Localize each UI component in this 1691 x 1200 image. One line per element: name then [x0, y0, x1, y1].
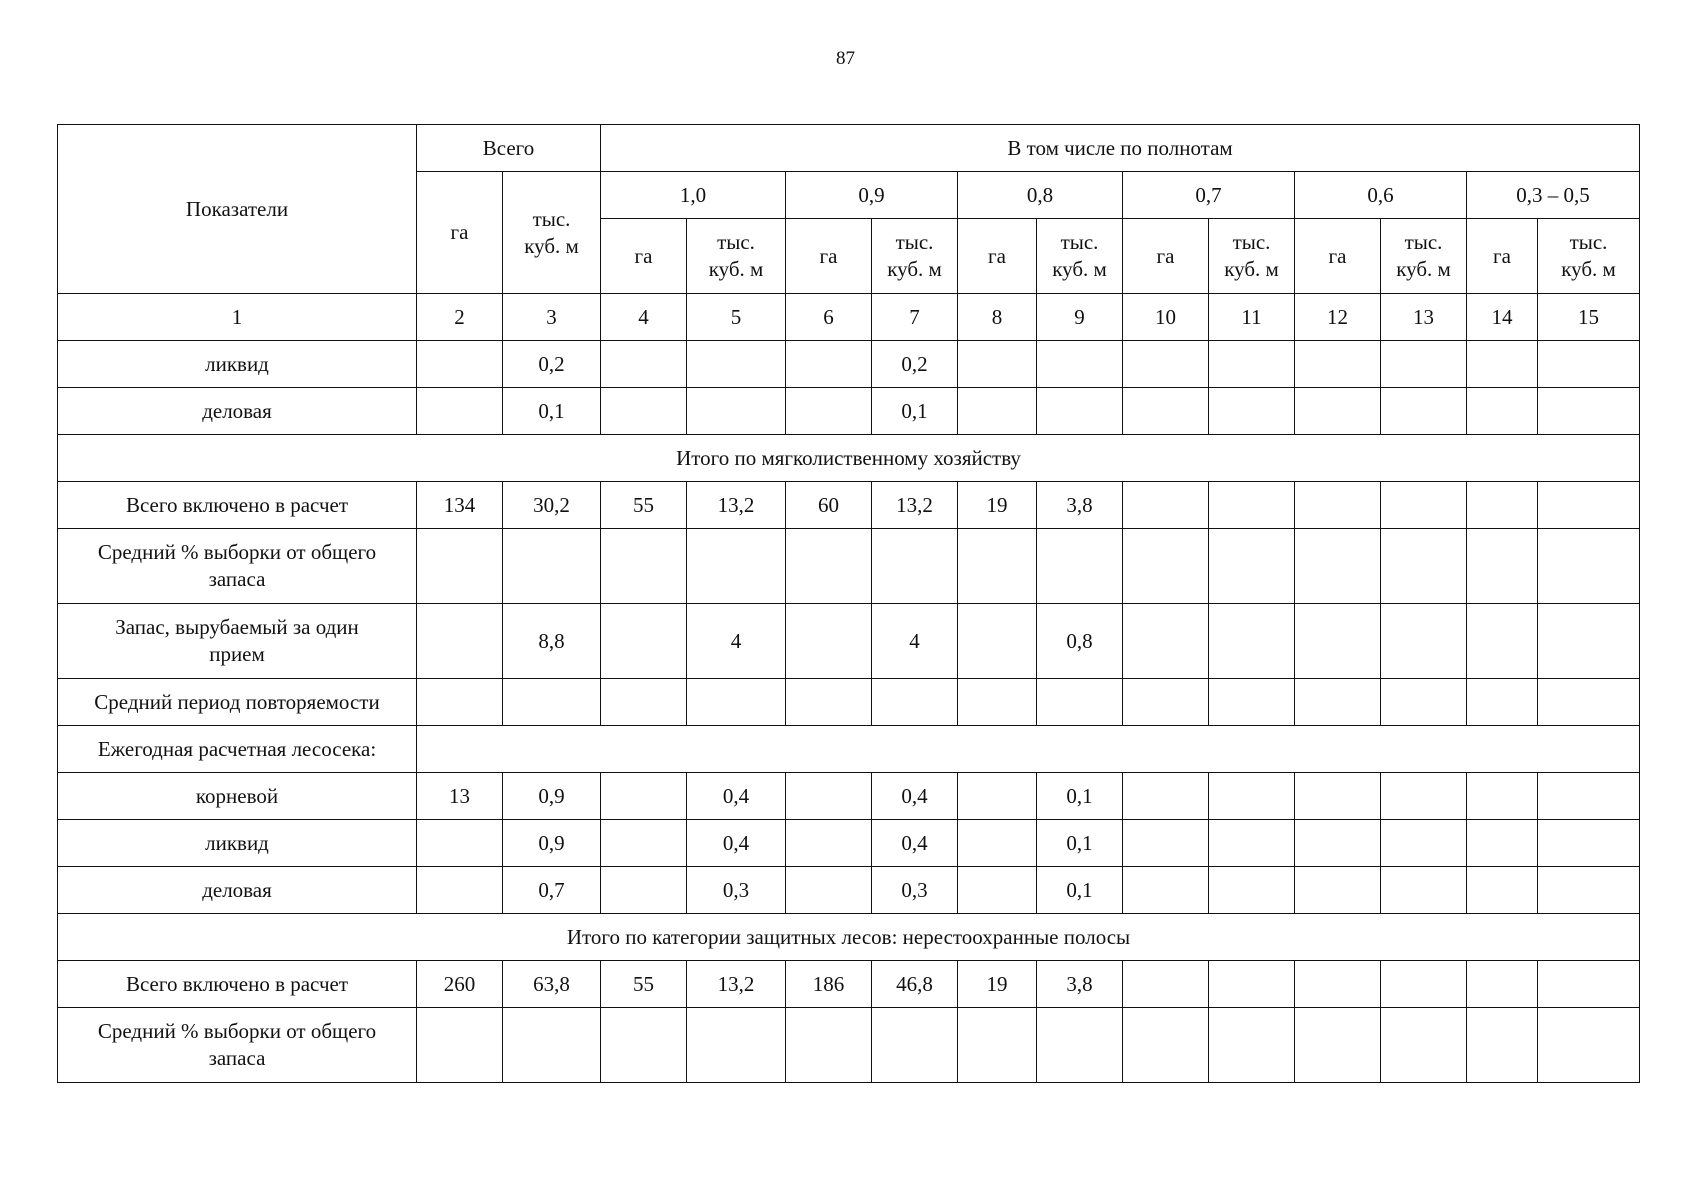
value-cell: [1123, 482, 1209, 529]
value-cell: [417, 820, 503, 867]
cell-line: тыс.: [1404, 230, 1443, 254]
value-cell: [1538, 341, 1640, 388]
value-cell: [1538, 961, 1640, 1008]
row-label: [58, 604, 417, 679]
cell-line: тыс.: [895, 230, 934, 254]
value-cell: [503, 1008, 601, 1083]
row-label: Всего включено в расчет: [58, 482, 417, 529]
value-cell: [1123, 679, 1209, 726]
value-cell: [1467, 773, 1538, 820]
cell-line: куб. м: [1561, 257, 1616, 281]
value-cell: 0,1: [503, 388, 601, 435]
value-cell: [872, 1008, 958, 1083]
value-cell: [601, 773, 687, 820]
value-cell: [1381, 341, 1467, 388]
value-cell: [1123, 961, 1209, 1008]
table-row: [58, 388, 1640, 435]
value-cell: 0,8: [1037, 604, 1123, 679]
value-cell: [958, 529, 1037, 604]
value-cell: [1209, 388, 1295, 435]
value-cell: [1209, 482, 1295, 529]
header-unit-volume: [1381, 219, 1467, 294]
value-cell: [417, 679, 503, 726]
value-cell: [1538, 529, 1640, 604]
value-cell: 0,2: [503, 341, 601, 388]
value-cell: 0,4: [687, 773, 786, 820]
value-cell: 55: [601, 482, 687, 529]
column-number: 15: [1538, 294, 1640, 341]
value-cell: [786, 679, 872, 726]
column-number: 2: [417, 294, 503, 341]
value-cell: 4: [687, 604, 786, 679]
value-cell: [1538, 482, 1640, 529]
value-cell: [1037, 1008, 1123, 1083]
row-label: Всего включено в расчет: [58, 961, 417, 1008]
column-numbers-row: [58, 294, 1640, 341]
row-label: Ежегодная расчетная лесосека:: [58, 726, 417, 773]
value-cell: [1381, 961, 1467, 1008]
value-cell: [786, 341, 872, 388]
header-unit-volume: [687, 219, 786, 294]
table-row: [58, 867, 1640, 914]
value-cell: [1381, 388, 1467, 435]
table-row: [58, 604, 1640, 679]
value-cell: 19: [958, 482, 1037, 529]
value-cell: [1295, 482, 1381, 529]
value-cell: 134: [417, 482, 503, 529]
value-cell: [417, 1008, 503, 1083]
value-cell: [1538, 1008, 1640, 1083]
value-cell: 186: [786, 961, 872, 1008]
value-cell: [1123, 820, 1209, 867]
header-density: 0,3 – 0,5: [1467, 172, 1640, 219]
value-cell: [1381, 820, 1467, 867]
value-cell: [601, 604, 687, 679]
value-cell: [417, 529, 503, 604]
cell-line: тыс.: [532, 206, 571, 231]
column-number: 7: [872, 294, 958, 341]
value-cell: [1295, 867, 1381, 914]
value-cell: 0,3: [872, 867, 958, 914]
value-cell: [417, 867, 503, 914]
column-number: 14: [1467, 294, 1538, 341]
header-density: 0,8: [958, 172, 1123, 219]
value-cell: [1295, 961, 1381, 1008]
header-unit-volume: [1037, 219, 1123, 294]
header-density: 0,7: [1123, 172, 1295, 219]
value-cell: [1381, 679, 1467, 726]
column-number: 10: [1123, 294, 1209, 341]
column-number: 12: [1295, 294, 1381, 341]
empty-span-cell: [417, 726, 1640, 773]
value-cell: [1538, 604, 1640, 679]
value-cell: [1381, 482, 1467, 529]
value-cell: 0,4: [872, 820, 958, 867]
cell-line: Средний % выборки от общего: [97, 540, 377, 564]
header-density: 0,6: [1295, 172, 1467, 219]
value-cell: [1467, 867, 1538, 914]
cell-line: куб. м: [1396, 257, 1451, 281]
value-cell: [1123, 773, 1209, 820]
value-cell: [601, 341, 687, 388]
value-cell: 13: [417, 773, 503, 820]
value-cell: [786, 867, 872, 914]
value-cell: [1381, 867, 1467, 914]
header-unit-ha: га: [1467, 219, 1538, 294]
value-cell: [601, 1008, 687, 1083]
table-row: [58, 820, 1640, 867]
value-cell: [687, 341, 786, 388]
value-cell: 13,2: [872, 482, 958, 529]
value-cell: [503, 679, 601, 726]
value-cell: [1381, 604, 1467, 679]
value-cell: [601, 388, 687, 435]
value-cell: [1037, 388, 1123, 435]
header-density: 0,9: [786, 172, 958, 219]
page-number: 87: [836, 48, 855, 69]
value-cell: [1123, 1008, 1209, 1083]
cell-line: запаса: [208, 1046, 266, 1070]
value-cell: [1295, 679, 1381, 726]
column-number: 1: [58, 294, 417, 341]
header-row-1: [58, 125, 1640, 172]
column-number: 13: [1381, 294, 1467, 341]
value-cell: 0,4: [872, 773, 958, 820]
value-cell: [958, 820, 1037, 867]
value-cell: 60: [786, 482, 872, 529]
value-cell: 46,8: [872, 961, 958, 1008]
value-cell: [1381, 773, 1467, 820]
value-cell: [687, 1008, 786, 1083]
allowable-cut-table: [57, 124, 1640, 1083]
value-cell: [1295, 820, 1381, 867]
value-cell: [1123, 341, 1209, 388]
value-cell: 8,8: [503, 604, 601, 679]
value-cell: [1295, 604, 1381, 679]
value-cell: [958, 679, 1037, 726]
value-cell: [601, 679, 687, 726]
value-cell: 0,9: [503, 820, 601, 867]
value-cell: 13,2: [687, 482, 786, 529]
column-number: 5: [687, 294, 786, 341]
value-cell: 30,2: [503, 482, 601, 529]
row-label: [58, 529, 417, 604]
value-cell: 0,1: [1037, 867, 1123, 914]
value-cell: 63,8: [503, 961, 601, 1008]
value-cell: [1123, 867, 1209, 914]
value-cell: [687, 679, 786, 726]
header-unit-ha: га: [786, 219, 872, 294]
table-row: [58, 529, 1640, 604]
value-cell: [601, 820, 687, 867]
cell-line: тыс.: [1569, 230, 1608, 254]
header-unit-volume: [872, 219, 958, 294]
value-cell: [687, 529, 786, 604]
header-unit-volume: [1538, 219, 1640, 294]
value-cell: [786, 1008, 872, 1083]
row-label: корневой: [58, 773, 417, 820]
value-cell: 19: [958, 961, 1037, 1008]
value-cell: [1295, 1008, 1381, 1083]
value-cell: [872, 529, 958, 604]
section-title-row: [58, 914, 1640, 961]
value-cell: [958, 604, 1037, 679]
value-cell: [1538, 679, 1640, 726]
value-cell: [786, 773, 872, 820]
value-cell: 0,1: [872, 388, 958, 435]
header-indicators: Показатели: [58, 125, 417, 294]
section-title: Итого по мягколиственному хозяйству: [58, 435, 1640, 482]
section-title-row: [58, 435, 1640, 482]
header-total: Всего: [417, 125, 601, 172]
value-cell: [1467, 388, 1538, 435]
row-label: ликвид: [58, 820, 417, 867]
value-cell: [1295, 529, 1381, 604]
cell-line: тыс.: [717, 230, 755, 254]
value-cell: [1381, 1008, 1467, 1083]
value-cell: [1037, 529, 1123, 604]
value-cell: 0,2: [872, 341, 958, 388]
cell-line: куб. м: [708, 257, 764, 281]
value-cell: [1209, 820, 1295, 867]
value-cell: [958, 773, 1037, 820]
value-cell: 0,1: [1037, 820, 1123, 867]
column-number: 6: [786, 294, 872, 341]
value-cell: [1538, 867, 1640, 914]
value-cell: [1538, 820, 1640, 867]
cell-line: тыс.: [1060, 230, 1099, 254]
column-number: 9: [1037, 294, 1123, 341]
value-cell: [1209, 604, 1295, 679]
value-cell: 0,1: [1037, 773, 1123, 820]
value-cell: 13,2: [687, 961, 786, 1008]
column-number: 11: [1209, 294, 1295, 341]
value-cell: 0,4: [687, 820, 786, 867]
header-density: 1,0: [601, 172, 786, 219]
header-unit-ha: га: [958, 219, 1037, 294]
cell-line: прием: [209, 642, 265, 666]
value-cell: 3,8: [1037, 482, 1123, 529]
value-cell: [872, 679, 958, 726]
value-cell: [1209, 341, 1295, 388]
value-cell: [1467, 482, 1538, 529]
value-cell: [786, 388, 872, 435]
value-cell: [1467, 961, 1538, 1008]
header-unit-volume: [1209, 219, 1295, 294]
value-cell: [1538, 388, 1640, 435]
value-cell: [1037, 679, 1123, 726]
value-cell: [1209, 773, 1295, 820]
value-cell: [417, 388, 503, 435]
table-row: [58, 961, 1640, 1008]
cell-line: куб. м: [1224, 257, 1279, 281]
table-row: [58, 1008, 1640, 1083]
value-cell: 4: [872, 604, 958, 679]
value-cell: [601, 529, 687, 604]
annual-header-row: [58, 726, 1640, 773]
value-cell: [417, 341, 503, 388]
value-cell: [1467, 1008, 1538, 1083]
value-cell: [786, 529, 872, 604]
value-cell: [1123, 604, 1209, 679]
cell-line: тыс.: [1232, 230, 1271, 254]
value-cell: 3,8: [1037, 961, 1123, 1008]
value-cell: [687, 388, 786, 435]
cell-line: запаса: [208, 567, 266, 591]
value-cell: [1467, 604, 1538, 679]
header-unit-ha: га: [1123, 219, 1209, 294]
row-label: Средний период повторяемости: [58, 679, 417, 726]
value-cell: 55: [601, 961, 687, 1008]
header-unit-ha: га: [1295, 219, 1381, 294]
value-cell: [1467, 529, 1538, 604]
value-cell: [958, 341, 1037, 388]
row-label: ликвид: [58, 341, 417, 388]
value-cell: [958, 867, 1037, 914]
cell-line: куб. м: [524, 233, 579, 258]
value-cell: [1209, 529, 1295, 604]
value-cell: 0,9: [503, 773, 601, 820]
value-cell: 0,7: [503, 867, 601, 914]
column-number: 8: [958, 294, 1037, 341]
value-cell: [1295, 341, 1381, 388]
cell-line: Средний % выборки от общего: [97, 1019, 377, 1043]
cell-line: Запас, вырубаемый за один: [115, 615, 359, 639]
table-row: [58, 773, 1640, 820]
value-cell: [958, 388, 1037, 435]
value-cell: [1538, 773, 1640, 820]
cell-line: куб. м: [1052, 257, 1107, 281]
value-cell: [1209, 867, 1295, 914]
value-cell: [1467, 679, 1538, 726]
value-cell: 260: [417, 961, 503, 1008]
table-row: [58, 482, 1640, 529]
row-label: деловая: [58, 388, 417, 435]
row-label: деловая: [58, 867, 417, 914]
value-cell: [503, 529, 601, 604]
header-total-volume: [503, 172, 601, 294]
value-cell: [1037, 341, 1123, 388]
value-cell: [1209, 679, 1295, 726]
column-number: 4: [601, 294, 687, 341]
value-cell: [417, 604, 503, 679]
value-cell: [1467, 341, 1538, 388]
value-cell: [1123, 388, 1209, 435]
value-cell: [1295, 773, 1381, 820]
value-cell: [1123, 529, 1209, 604]
value-cell: [786, 820, 872, 867]
cell-line: куб. м: [887, 257, 942, 281]
value-cell: [1209, 961, 1295, 1008]
row-label: [58, 1008, 417, 1083]
value-cell: 0,3: [687, 867, 786, 914]
header-total-ha: га: [417, 172, 503, 294]
table-row: [58, 679, 1640, 726]
section-title: Итого по категории защитных лесов: нерестоохранные полосы: [58, 914, 1640, 961]
value-cell: [958, 1008, 1037, 1083]
value-cell: [1381, 529, 1467, 604]
value-cell: [1295, 388, 1381, 435]
header-by-density: В том числе по полнотам: [601, 125, 1640, 172]
value-cell: [601, 867, 687, 914]
table-row: [58, 341, 1640, 388]
header-unit-ha: га: [601, 219, 687, 294]
value-cell: [786, 604, 872, 679]
value-cell: [1209, 1008, 1295, 1083]
column-number: 3: [503, 294, 601, 341]
value-cell: [1467, 820, 1538, 867]
